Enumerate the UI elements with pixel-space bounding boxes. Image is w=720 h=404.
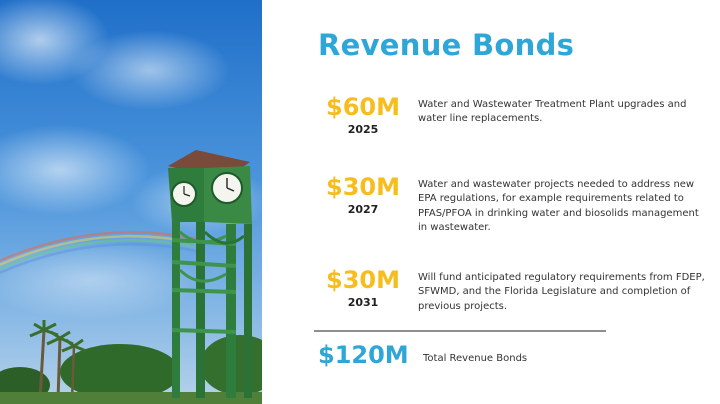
divider xyxy=(314,330,606,332)
bond-amount: $60M xyxy=(326,93,400,121)
bond-amount: $30M xyxy=(326,266,400,294)
bond-description: Water and Wastewater Treatment Plant upgrades and water line replacements. xyxy=(418,99,687,125)
bond-year: 2025 xyxy=(347,123,379,136)
bond-item xyxy=(318,93,710,153)
total-amount: $120M xyxy=(318,341,409,369)
bond-item xyxy=(318,173,710,233)
page-title: Revenue Bonds xyxy=(318,28,575,62)
clock-tower-photo xyxy=(0,0,262,404)
total-label: Total Revenue Bonds xyxy=(423,353,528,364)
bond-year: 2027 xyxy=(347,203,379,216)
bond-item xyxy=(318,266,710,326)
bond-description: Water and wastewater projects needed to address new EPA regulations, for example requirements related to PFAS/PFOA in drinking water and biosolids management in wastewater. xyxy=(418,179,699,234)
bond-amount: $30M xyxy=(326,173,400,201)
bond-year: 2031 xyxy=(347,296,379,309)
bond-description: Will fund anticipated regulatory requirements from FDEP, SFWMD, and the Florida Legislature and completion of previous projects. xyxy=(418,272,705,312)
